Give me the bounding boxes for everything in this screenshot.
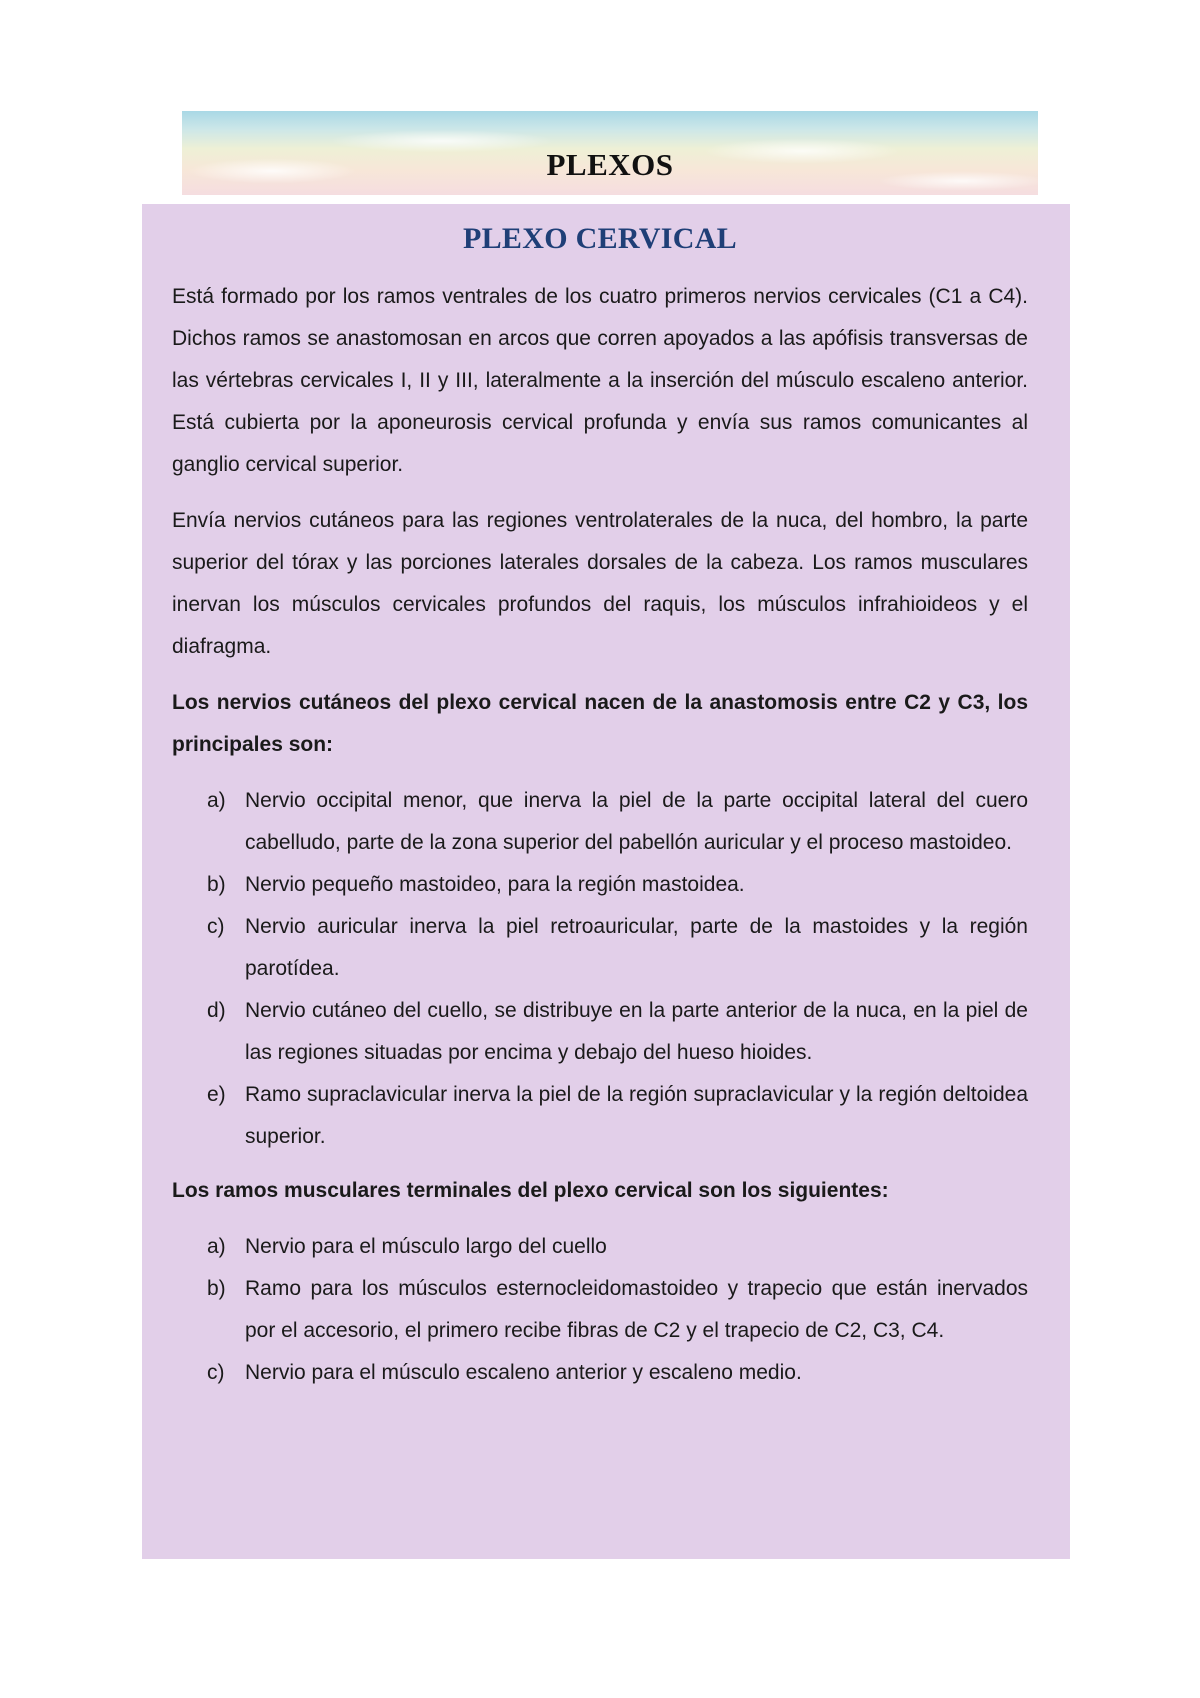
list-item-text: Nervio occipital menor, que inerva la piel de la parte occipital lateral del cuero cabelludo, parte de la zona superior del pabellón auricular y el proceso mastoideo. xyxy=(245,789,1028,854)
list-item-text: Nervio para el músculo escaleno anterior y escaleno medio. xyxy=(245,1361,802,1384)
muscular-heading: Los ramos musculares terminales del plexo cervical son los siguientes: xyxy=(172,1179,889,1202)
list-item xyxy=(172,906,1028,990)
cutaneous-heading: Los nervios cutáneos del plexo cervical nacen de la anastomosis entre C2 y C3, los principales son: xyxy=(172,691,1028,756)
function-paragraph: Envía nervios cutáneos para las regiones ventrolaterales de la nuca, del hombro, la parte superior del tórax y las porciones laterales dorsales de la cabeza. Los ramos musculares inervan los músculos cervicales profundos del raquis, los músculos infrahioideos y el diafragma. xyxy=(172,509,1028,658)
list-marker: a) xyxy=(207,789,226,812)
list-item xyxy=(172,1268,1028,1352)
list-item-text: Ramo supraclavicular inerva la piel de la región supraclavicular y la región deltoidea superior. xyxy=(245,1083,1028,1148)
list-item xyxy=(172,1074,1028,1158)
list-item-text: Nervio cutáneo del cuello, se distribuye en la parte anterior de la nuca, en la piel de las regiones situadas por encima y debajo del hueso hioides. xyxy=(245,999,1028,1064)
list-item-text: Nervio auricular inerva la piel retroauricular, parte de la mastoides y la región parotídea. xyxy=(245,915,1028,980)
muscular-list xyxy=(172,1226,1028,1394)
list-item xyxy=(172,780,1028,864)
intro-paragraph: Está formado por los ramos ventrales de los cuatro primeros nervios cervicales (C1 a C4). Dichos ramos se anastomosan en arcos que corren apoyados a las apófisis transversas de las vértebras cervicales I, II y III, lateralmente a la inserción del músculo escaleno anterior. Está cubierta por la aponeurosis cervical profunda y envía sus ramos comunicantes al ganglio cervical superior. xyxy=(172,285,1028,476)
list-marker: b) xyxy=(207,1277,226,1300)
list-marker: c) xyxy=(207,915,225,938)
list-item-text: Ramo para los músculos esternocleidomastoideo y trapecio que están inervados por el accesorio, el primero recibe fibras de C2 y el trapecio de C2, C3, C4. xyxy=(245,1277,1028,1342)
list-item xyxy=(172,1226,1028,1268)
page-title: PLEXOS xyxy=(546,147,674,182)
list-item-text: Nervio pequeño mastoideo, para la región mastoidea. xyxy=(245,873,745,896)
list-marker: b) xyxy=(207,873,226,896)
list-item-text: Nervio para el músculo largo del cuello xyxy=(245,1235,607,1258)
section-title: PLEXO CERVICAL xyxy=(462,222,737,255)
cutaneous-list xyxy=(172,780,1028,1158)
list-marker: e) xyxy=(207,1083,226,1106)
list-marker: c) xyxy=(207,1361,225,1384)
list-marker: d) xyxy=(207,999,226,1022)
header-banner xyxy=(182,111,1038,195)
list-item xyxy=(172,864,1028,906)
content-panel xyxy=(142,204,1070,1559)
list-item xyxy=(172,990,1028,1074)
list-marker: a) xyxy=(207,1235,226,1258)
list-item xyxy=(172,1352,1028,1394)
